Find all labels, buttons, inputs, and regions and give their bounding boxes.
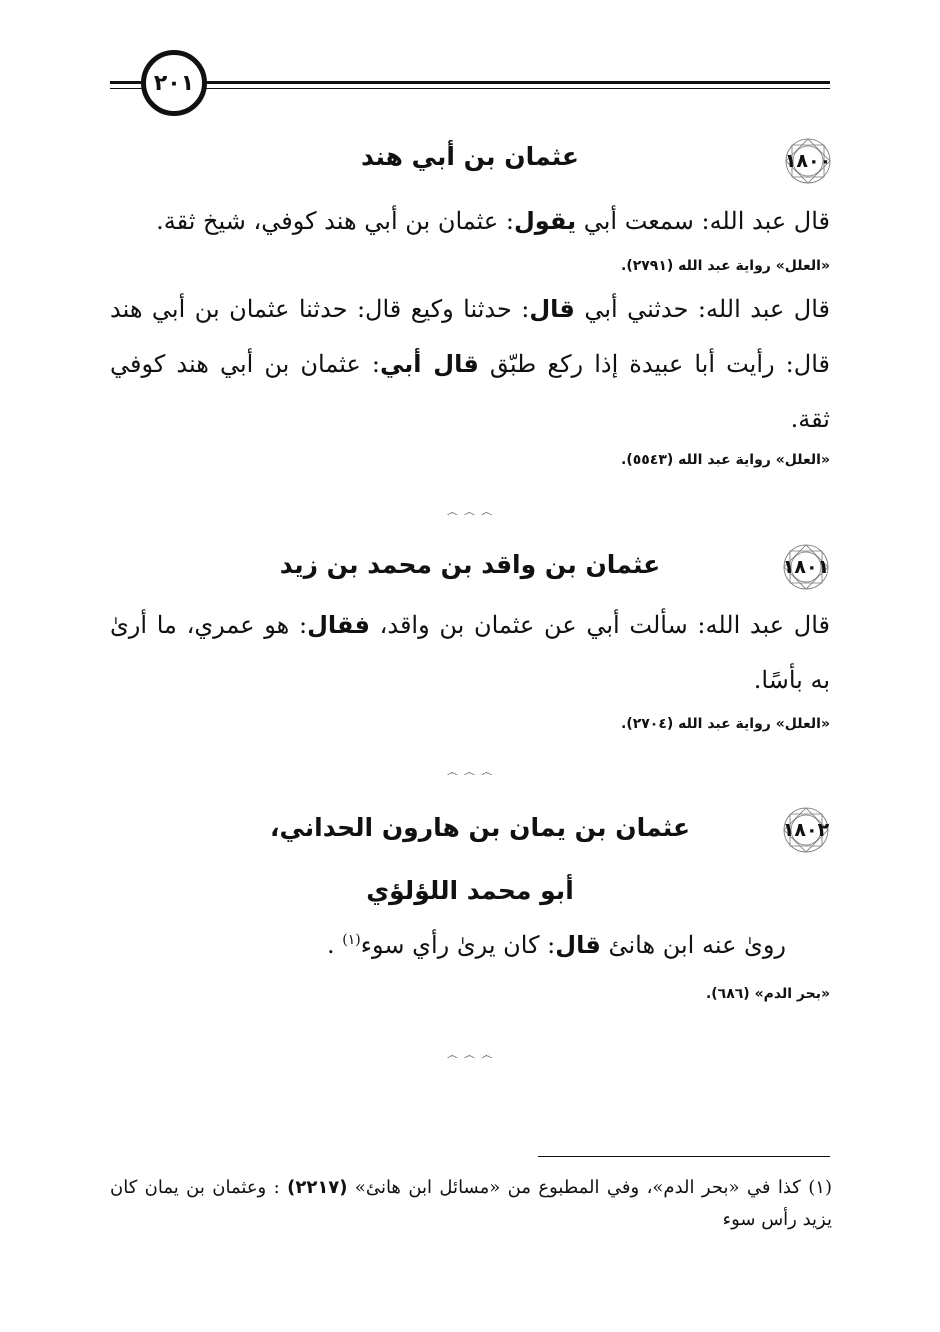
header-rule-right-thin [204,88,830,89]
paragraph-text: : كان يرىٰ رأي سوء [360,931,556,959]
footnote-marker: (١) [808,1177,832,1198]
entry-paragraph [110,918,786,973]
paragraph-keyword: قال [555,931,601,959]
paragraph-keyword: فقال [307,611,370,639]
entry-number-badge [774,805,838,855]
entry-paragraph [110,194,830,249]
paragraph-keyword: يقول [513,207,577,235]
header-rule-right [204,81,830,84]
entry-number-badge [776,136,840,186]
footnote-text: : وعثمان بن يمان كان يزيد رأس سوء [110,1177,832,1230]
entry-paragraph [110,598,830,708]
paragraph-text: : عثمان بن أبي هند كوفي، شيخ ثقة. [156,207,514,235]
entry-heading: عثمان بن أبي هند [361,142,579,171]
footnote-reference[interactable]: (١) [342,932,361,948]
footnote-separator [538,1156,830,1157]
source-citation: «العلل» رواية عبد الله (٥٥٤٣). [621,452,830,468]
footnote [110,1172,832,1236]
entry-heading-kunya: أبو محمد اللؤلؤي [366,876,574,905]
source-citation: «العلل» رواية عبد الله (٢٧٠٤). [621,716,830,732]
header-rule-left-thin [110,88,144,89]
paragraph-keyword: قال أبي [379,350,479,378]
entry-heading: عثمان بن يمان بن هارون الحداني، [269,813,691,842]
footnote-reference-number: (٢٢١٧) [287,1177,348,1198]
paragraph-text: : حدثنا وكيع قال: حدثنا عثمان بن أبي هند قال: رأيت أبا عبيدة إذا ركع طبّق [110,295,830,378]
page-number [141,50,207,116]
section-divider-ornament: ෴ ෴ ෴ [446,765,494,779]
footnote-text: كذا في «بحر الدم»، وفي المطبوع من «مسائل ابن هانئ» [347,1177,809,1198]
source-citation: «العلل» رواية عبد الله (٢٧٩١). [621,258,830,274]
page-number-text: ٢٠١ [153,70,195,96]
section-divider-ornament: ෴ ෴ ෴ [446,1048,494,1062]
paragraph-text: . [327,931,343,959]
paragraph-text: : هو عمري، ما أرىٰ به بأسًا. [110,611,830,694]
entry-number: ١٨٠٠ [784,150,832,172]
entry-number: ١٨٠٢ [782,819,830,841]
paragraph-text: قال عبد الله: سألت أبي عن عثمان بن واقد، [369,611,830,639]
entry-heading: عثمان بن واقد بن محمد بن زيد [279,550,661,579]
source-citation: «بحر الدم» (٦٨٦). [705,986,830,1002]
entry-number: ١٨٠١ [782,556,830,578]
paragraph-text: : عثمان بن أبي هند كوفي ثقة. [110,350,830,433]
header-rule-left [110,81,144,84]
paragraph-text: قال عبد الله: حدثني أبي [574,295,831,323]
entry-paragraph [110,282,830,447]
paragraph-text: روىٰ عنه ابن هانئ [600,931,786,959]
paragraph-keyword: قال [529,295,575,323]
section-divider-ornament: ෴ ෴ ෴ [446,505,494,519]
paragraph-text: قال عبد الله: سمعت أبي [576,207,830,235]
entry-number-badge [774,542,838,592]
